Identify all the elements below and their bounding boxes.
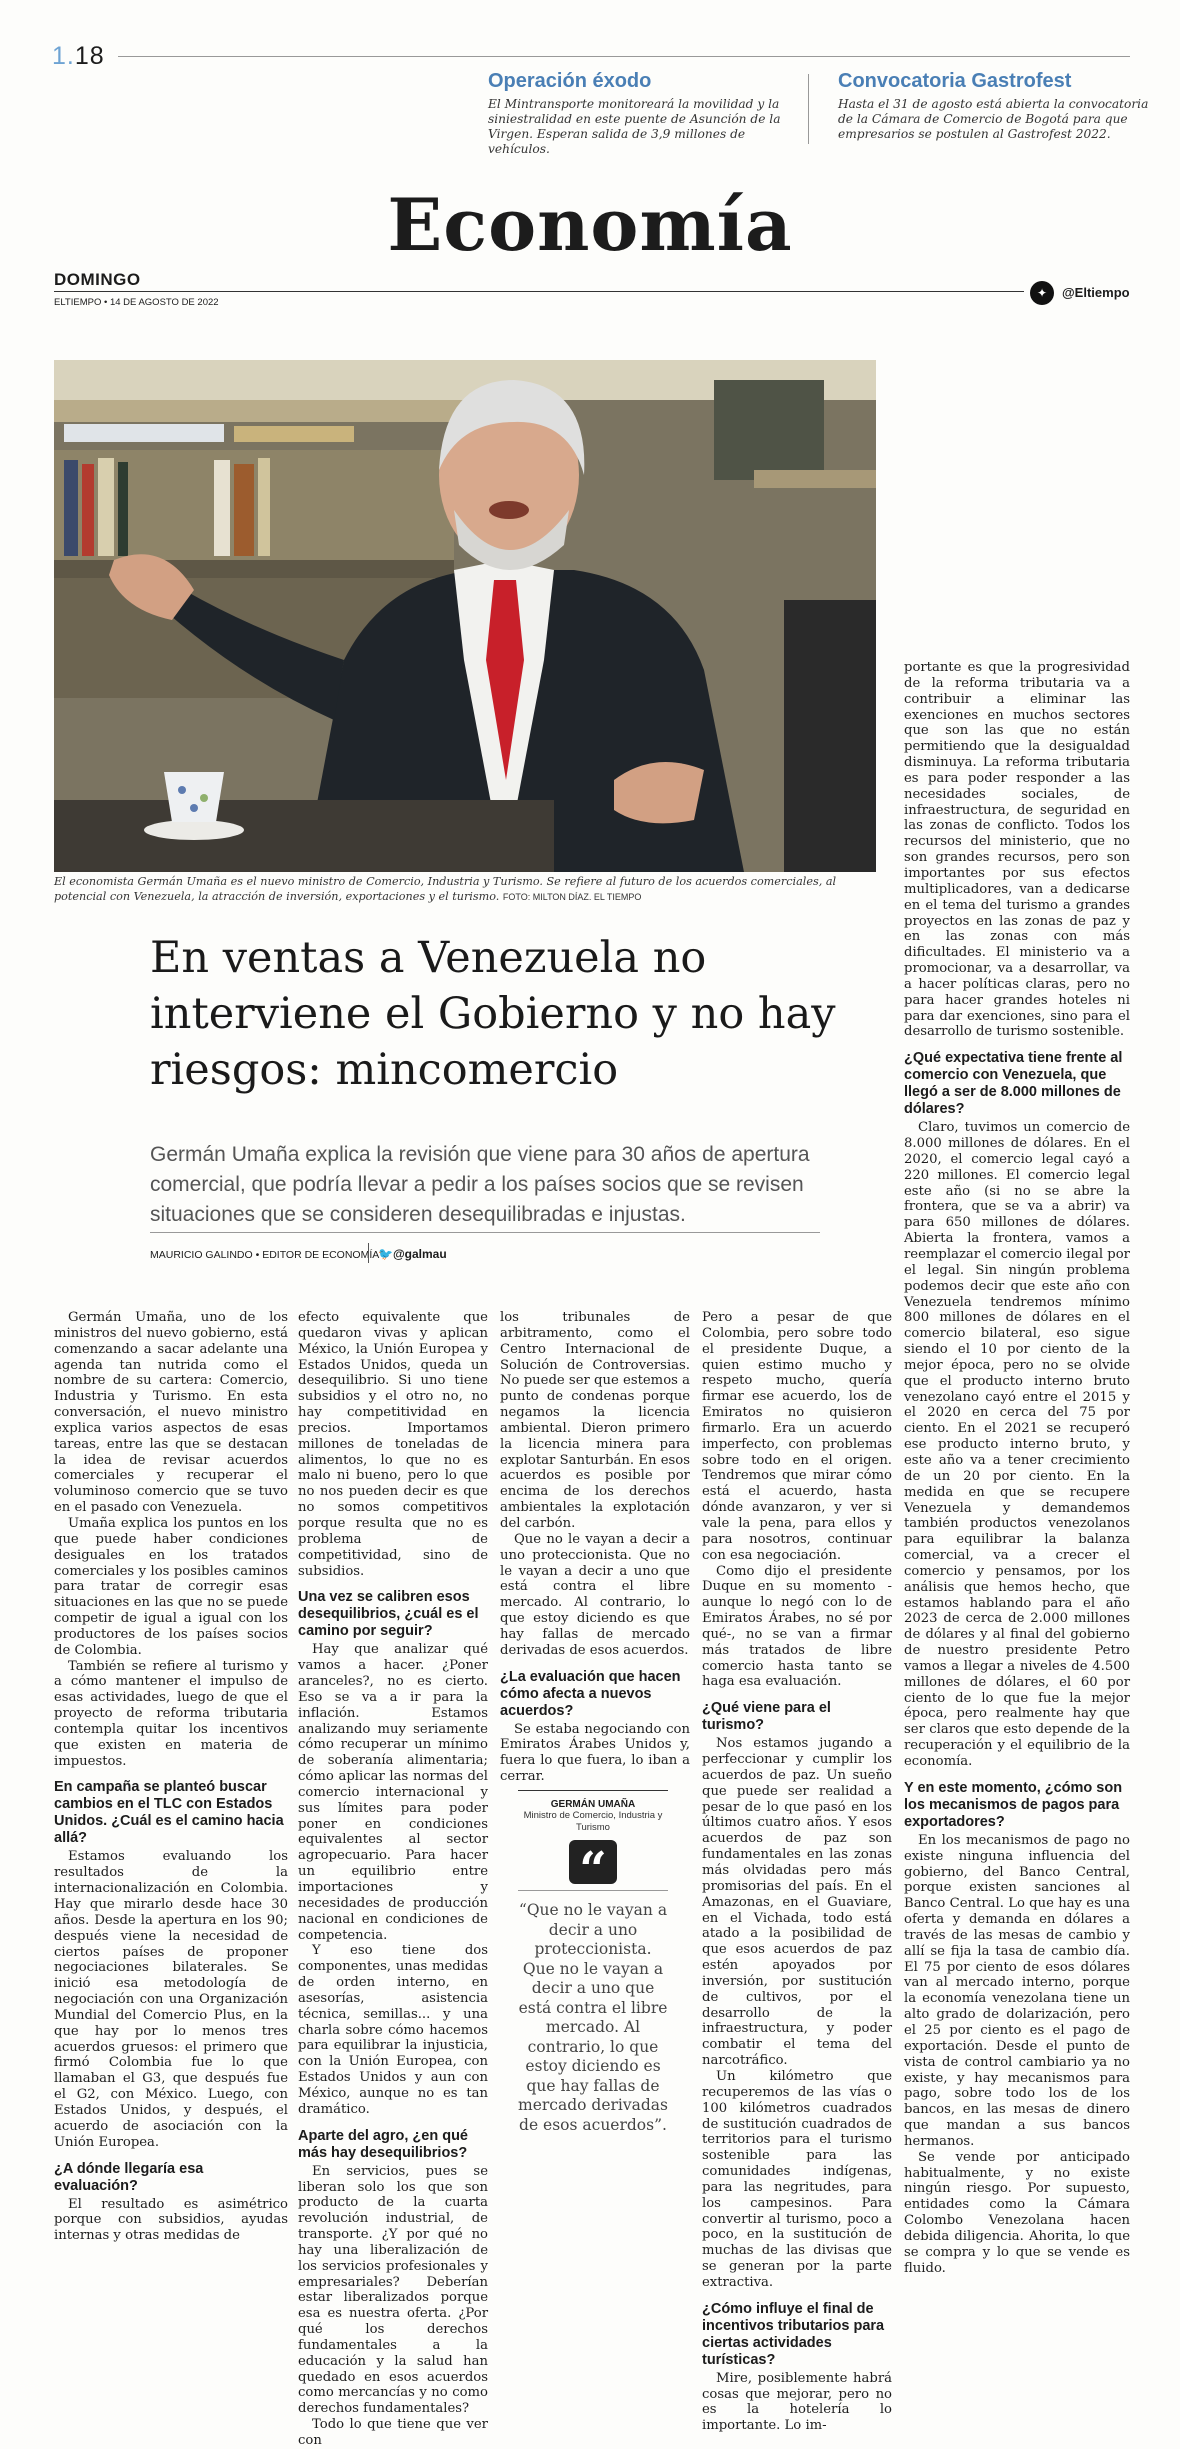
paragraph: Estamos evaluando los resultados de la internacionalización en Colombia. Hay que mirarlo desde hace 30 años. Desde la apertura en los 90; después viene la necesidad de ciertos países de proponer negociaciones bilaterales. Se inició esa metodología de negociación con una Organización Mundial del Comercio Plus, en la que hay por lo menos tres acuerdos gruesos: el primero que firmó Colombia fue lo que llamaban el G3, que después fue el G2, con México. Luego, con Estados Unidos, y después, el acuerdo de asociación con la Unión Europea. — [54, 1849, 288, 2150]
interview-question: Una vez se calibren esos desequilibrios, ¿cuál es el camino por seguir? — [298, 1589, 479, 1640]
interview-question: ¿La evaluación que hacen cómo afecta a nuevos acuerdos? — [500, 1668, 681, 1719]
twitter-bird-icon[interactable]: ✦ — [1030, 281, 1054, 305]
article-column-1 — [54, 1310, 288, 2244]
paragraph: El resultado es asimétrico porque con subsidios, ayudas internas y otras medidas de — [54, 2196, 288, 2244]
teaser-title[interactable]: Operación éxodo — [488, 70, 652, 92]
interview-question: ¿Qué viene para el turismo? — [702, 1700, 831, 1734]
interview-question: ¿Qué expectativa tiene frente al comercio con Venezuela, que llegó a ser de 8.000 millones de dólares? — [904, 1050, 1123, 1118]
interview-question: En campaña se planteó buscar cambios en el TLC con Estados Unidos. ¿Cuál es el camino hacia allá? — [54, 1779, 284, 1847]
paragraph: Se vende por anticipado habitualmente, y no existe ningún riesgo. Por supuesto, entidades como la Cámara Colombo Venezolana hacen debida diligencia. Ahorita, lo que se compra y lo que se vende es fluido. — [904, 2149, 1130, 2276]
article-photo — [54, 360, 876, 872]
paragraph: Pero a pesar de que Colombia, pero sobre todo el presidente Duque, a quien estimo mucho y respeto mucho, quería firmar ese acuerdo, los de Emiratos no quisieron firmarlo. Era un acuerdo imperfecto, con problemas sobre todo en el origen. Tendremos que mirar cómo está el acuerdo, hasta dónde avanzaron, y ver si vale la pena, para ellos y para nosotros, continuar con esa negociación. — [702, 1310, 892, 1563]
teaser-operacion-exodo[interactable] — [488, 70, 808, 157]
byline-divider — [368, 1243, 369, 1263]
article-column-2 — [298, 1310, 488, 2449]
dateline: ELTIEMPO • 14 DE AGOSTO DE 2022 — [54, 297, 219, 308]
teaser-title[interactable]: Convocatoria Gastrofest — [838, 70, 1072, 92]
article-headline: En ventas a Venezuela no interviene el Gobierno y no hay riesgos: mincomercio — [150, 933, 836, 1095]
pull-quote — [518, 1790, 668, 2135]
article-column-3 — [500, 1310, 690, 1785]
twitter-bird-icon: 🐦 — [378, 1247, 393, 1261]
interview-question: ¿A dónde llegaría esa evaluación? — [54, 2160, 204, 2194]
paragraph: Que no le vayan a decir a uno proteccionista. Que no le vayan a decir a uno que está contra el libre mercado. Al contrario, lo que estoy diciendo es que hay fallas de mercado derivadas de esos acuerdos. — [500, 1531, 690, 1658]
paragraph: Mire, posiblemente habrá cosas que mejorar, pero no es la hotelería lo importante. Lo im- — [702, 2370, 892, 2434]
pull-quote-rule — [518, 1790, 668, 1791]
teaser-text: El Mintransporte monitoreará la movilidad y la siniestralidad en este puente de Asunción de la Virgen. Esperan salida de 3,9 millones de vehículos. — [488, 97, 781, 156]
paragraph: Se estaba negociando con Emiratos Árabes Unidos y, fuera lo que fuera, lo iban a cerrar. — [500, 1721, 690, 1785]
paragraph: Todo lo que tiene que ver con — [298, 2417, 488, 2448]
photo-credit: FOTO: MILTON DÍAZ. EL TIEMPO — [502, 892, 642, 902]
interview-question: Y en este momento, ¿cómo son los mecanismos de pagos para exportadores? — [904, 1779, 1123, 1830]
paragraph: Umaña explica los puntos en los que puede haber condiciones desiguales en los tratados comerciales y los posibles caminos para tratar de corregir esas situaciones en las que no se puede competir de igual a igual con los productores de los países socios de Colombia. — [54, 1515, 288, 1658]
paragraph: Y eso tiene dos componentes, unas medidas de orden interno, en asesorías, asistencia técnica, semillas... y una charla sobre cómo hacemos para equilibrar la injusticia, con la Unión Europea, con Estados Unidos y aun con México, aunque no es tan dramático. — [298, 1943, 488, 2117]
pull-quote-name: GERMÁN UMAÑA — [550, 1799, 636, 1810]
paragraph: Claro, tuvimos un comercio de 8.000 millones de dólares. En el 2020, el comercio legal cayó a 220 millones. El comercio legal este año (si no se abre la frontera, que se va a abrir) va para 650 millones de dólares. Abierta la frontera, vamos a reemplazar el comercio ilegal por el legal. Sin ningún problema podemos decir que este año con Venezuela tendremos mínimo 800 millones de dólares en el comercio bilateral, eso sigue siendo el 10 por ciento de la mejor época, pero no se olvide que el producto interno bruto venezolano cayó entre el 2015 y el 2020 en cerca del 75 por ciento. En el 2021 se recuperó ese producto interno bruto, y este año va a tener crecimiento de un 20 por ciento. En la medida en que se recupere Venezuela y demandemos también productos venezolanos para equilibrar la balanza comercial, va a crecer el comercio y pensamos, por los análisis que hemos hecho, que estamos hablando para el año 2023 de cerca de 2.000 millones de dólares y al final del gobierno de nuestro presidente Petro vamos a llegar a niveles de 4.500 millones de dólares, el 60 por ciento de lo que fue la mejor época, pero realmente hay que ser claros que esto depende de la recuperación y el equilibrio de la economía. — [904, 1120, 1130, 1769]
paragraph: Nos estamos jugando a perfeccionar y cumplir los acuerdos de paz. Un sueño que puede ser realidad a pesar de lo que pasó en los últimos cuatro años. Y esos acuerdos de paz son fundamentales en las zonas más olvidadas pero más promisorias del país. En el Amazonas, en el Guaviare, en el Vichada, todo está atado a la posibilidad de que esos acuerdos de paz estén apoyados por inversión, por sustitución de cultivos, por el desarrollo de la infraestructura, y poder combatir el tema del narcotráfico. — [702, 1736, 892, 2069]
paragraph: portante es que la progresividad de la reforma tributaria va a contribuir a eliminar las exenciones en muchos sectores que son las que no están permitiendo que la desigualdad disminuya. La reforma tributaria es para poder responder a las necesidades sociales, de infraestructura, de seguridad en las zonas de conflicto. Todos los recursos del ministerio, que no son grandes recursos, pero son importantes por sus efectos multiplicadores, van a dedicarse en el tema del turismo a grandes proyectos en las zonas de paz y en las zonas con más dificultades. El ministerio va a promocionar, va a desarrollar, va a hacer políticas claras, pero no para hacer grandes hoteles ni para dar exenciones, sino para el desarrollo de turismo sostenible. — [904, 660, 1130, 1040]
section-title: Economía — [387, 182, 793, 267]
teaser-gastrofest[interactable] — [838, 70, 1158, 142]
photo-caption: El economista Germán Umaña es el nuevo ministro de Comercio, Industria y Turismo. Se refiere al futuro de los acuerdos comerciales, al potencial con Venezuela, la atracción de inversión, exportaciones y el turismo. FOTO: MILTON DÍAZ. EL TIEMPO — [54, 875, 837, 903]
interview-question: ¿Cómo influye el final de incentivos tributarios para ciertas actividades turísticas? — [702, 2300, 885, 2368]
paragraph: También se refiere al turismo y a cómo mantener el impulso de esas actividades, luego de que el proyecto de reforma tributaria contempla quitar los incentivos que existen en materia de impuestos. — [54, 1658, 288, 1769]
paragraph: En servicios, pues se liberan solo los que son producto de la cuarta revolución industrial, de transporte. ¿Y por qué no hay una liberalización de los servicios profesionales y empresariales? Deberían estar liberalizados porque esa es nuestra oferta. ¿Por qué los derechos fundamentales a la educación y la salud han quedado en esos acuerdos como mercancías y no como derechos fundamentales? — [298, 2163, 488, 2417]
edition-day: DOMINGO — [54, 270, 141, 289]
teaser-text: Hasta el 31 de agosto está abierta la convocatoria de la Cámara de Comercio de Bogotá para que empresarios se postulen al Gastrofest 2022. — [838, 97, 1149, 141]
interview-question: Aparte del agro, ¿en qué más hay desequilibrios? — [298, 2127, 468, 2161]
page-number: 1.18 — [52, 42, 105, 70]
paragraph: Un kilómetro que recuperemos de las vías o 100 kilómetros cuadrados de sustitución cuadrados de territorios para el turismo sostenible para las comunidades indígenas, para las negritudes, para los campesinos. Para convertir al turismo, poco a poco, en la sustitución de muchas de las divisas que se generan por la parte extractiva. — [702, 2068, 892, 2290]
article-deck: Germán Umaña explica la revisión que viene para 30 años de apertura comercial, que podría llevar a pedir a los países socios que se revisen situaciones que se consideren desequilibradas e injustas. — [150, 1143, 810, 1226]
quote-mark-icon: “ — [569, 1840, 617, 1884]
header-rule — [54, 291, 1024, 292]
pull-quote-text: “Que no le vayan a decir a uno proteccionista. Que no le vayan a decir a uno que está contra el libre mercado. Al contrario, lo que estoy diciendo es que hay fallas de mercado derivadas de esos acuerdos”. — [518, 1901, 668, 2134]
article-column-5 — [904, 660, 1130, 2276]
paragraph: Hay que analizar qué vamos a hacer. ¿Poner aranceles?, no es cierto. Eso se va a ir para la inflación. Estamos analizando muy seriamente cómo recuperar un mínimo de soberanía alimentaria; cómo aplicar las normas del comercio internacional y sus límites para poder poner en condiciones equivalentes al sector agropecuario. Para hacer un equilibrio entre importaciones y necesidades de producción nacional en condiciones de competencia. — [298, 1642, 488, 1943]
byline-rule — [150, 1232, 820, 1233]
paragraph: los tribunales de arbitramento, como el Centro Internacional de Solución de Controversias. No puede ser que estemos a punto de condenas porque negamos la licencia ambiental. Dieron primero la licencia minera para explotar Santurbán. En esos acuerdos es posible por encima de los derechos ambientales la explotación del carbón. — [500, 1310, 690, 1531]
twitter-handle[interactable]: @Eltiempo — [1062, 285, 1130, 300]
byline-author: MAURICIO GALINDO • EDITOR DE ECONOMÍA — [150, 1249, 380, 1261]
paragraph: En los mecanismos de pago no existe ninguna influencia del gobierno, del Banco Central, porque existen sanciones al Banco Central. Lo que hay es una oferta y demanda en dólares a través de las mesas de cambio y allí se fija la tasa de cambio día. El 75 por ciento de esos dólares van al mercado interno, porque la economía venezolana tiene un alto grado de dolarización, pero el 25 por ciento es el pago de exportación. Desde el punto de vista de control cambiario ya no existe, y hay mecanismos para pago, sobre todo los de los bancos, en las mesas de dinero que mandan a sus bancos hermanos. — [904, 1832, 1130, 2149]
pull-quote-role: Ministro de Comercio, Industria y Turismo — [523, 1810, 663, 1833]
teaser-divider — [808, 74, 809, 144]
paragraph: efecto equivalente que quedaron vivas y aplican México, la Unión Europea y Estados Unidos, queda un desequilibrio. Si uno tiene subsidios y el otro no, no hay competitividad en precios. Importamos millones de toneladas de alimentos, lo que no es malo ni bueno, pero lo que no nos pueden decir es que no somos competitivos porque resulta que no es problema de competitividad, sino de subsidios. — [298, 1310, 488, 1579]
paragraph: Germán Umaña, uno de los ministros del nuevo gobierno, está comenzando a sacar adelante una agenda tan nutrida como el nombre de su cartera: Comercio, Industria y Turismo. En esta conversación, el nuevo ministro explica varios aspectos de esas tareas, entre las que se destacan la idea de revisar acuerdos comerciales y recuperar el voluminoso comercio que se tuvo en el pasado con Venezuela. — [54, 1310, 288, 1516]
byline — [150, 1243, 820, 1265]
article-column-4 — [702, 1310, 892, 2434]
paragraph: Como dijo el presidente Duque en su momento -aunque lo negó con lo de Emiratos Árabes, no sé por qué-, no se van a firmar más tratados de libre comercio hasta tanto se haga esa evaluación. — [702, 1563, 892, 1690]
page-top-rule — [118, 56, 1130, 57]
byline-twitter[interactable]: 🐦@galmau — [378, 1247, 447, 1261]
